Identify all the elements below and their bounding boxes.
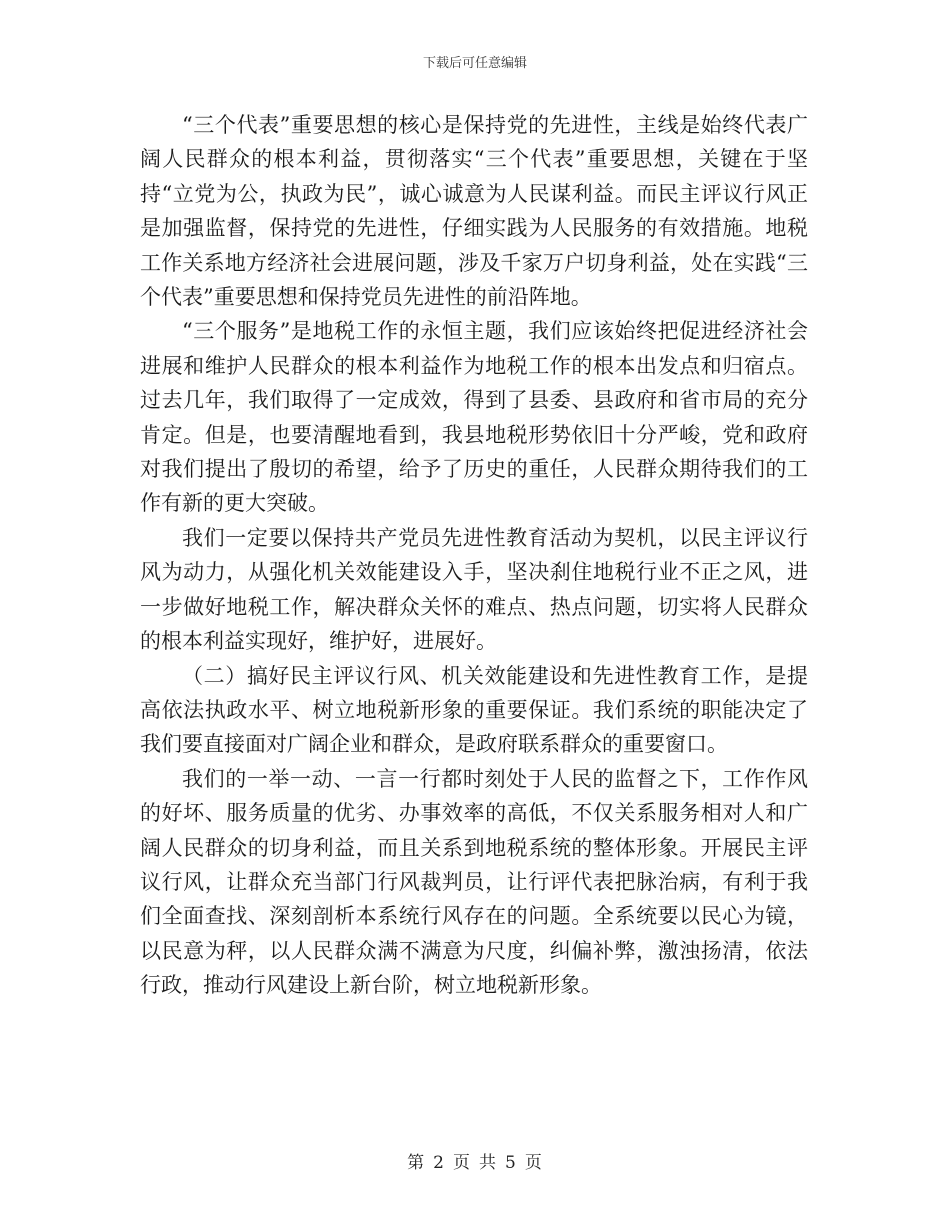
footer-page-unit: 页 <box>453 1153 471 1173</box>
page-header: 下载后可任意编辑 <box>422 56 527 71</box>
paragraph-4: （二）搞好民主评议行风、机关效能建设和先进性教育工作，是提高依法执政水平、树立地税新形象的重要保证。我们系统的职能决定了我们要直接面对广阔企业和群众，是政府联系群众的重要窗口。 <box>140 663 808 757</box>
paragraph-3: 我们一定要以保持共产党员先进性教育活动为契机，以民主评议行风为动力，从强化机关效能建设入手，坚决刹住地税行业不正之风，进一步做好地税工作，解决群众关怀的难点、热点问题，切实将人民群众的根本利益实现好，维护好，进展好。 <box>140 525 808 654</box>
footer-prefix: 第 <box>407 1153 426 1173</box>
footer-total-pages: 5 <box>505 1153 517 1173</box>
footer-page-number: 2 <box>433 1153 445 1173</box>
paragraph-5: 我们的一举一动、一言一行都时刻处于人民的监督之下，工作作风的好坏、服务质量的优劣、办事效率的高低，不仅关系服务相对人和广阔人民群众的切身利益，而且关系到地税系统的整体形象。开展民主评议行风，让群众充当部门行风裁判员，让行评代表把脉治病，有利于我们全面查找、深刻剖析本系统行风存在的问题。全系统要以民心为镜，以民意为秤，以人民群众满不满意为尺度，纠偏补弊，激浊扬清，依法行政，推动行风建设上新台阶，树立地税新形象。 <box>140 766 808 998</box>
footer-total-prefix: 共 <box>479 1153 497 1173</box>
document-body <box>140 108 808 1003</box>
paragraph-2: “三个服务”是地税工作的永恒主题，我们应该始终把促进经济社会进展和维护人民群众的根本利益作为地税工作的根本出发点和归宿点。过去几年，我们取得了一定成效，得到了县委、县政府和省市局的充分肯定。但是，也要清醒地看到，我县地税形势依旧十分严峻，党和政府对我们提出了殷切的希望，给予了历史的重任，人民群众期待我们的工作有新的更大突破。 <box>140 319 808 516</box>
page-footer <box>0 1148 950 1173</box>
footer-total-unit: 页 <box>524 1153 543 1173</box>
paragraph-1: “三个代表”重要思想的核心是保持党的先进性，主线是始终代表广阔人民群众的根本利益，贯彻落实“三个代表”重要思想，关键在于坚持“立党为公，执政为民”，诚心诚意为人民谋利益。而民主评议行风正是加强监督，保持党的先进性，仔细实践为人民服务的有效措施。地税工作关系地方经济社会进展问题，涉及千家万户切身利益，处在实践“三个代表”重要思想和保持党员先进性的前沿阵地。 <box>140 113 808 310</box>
